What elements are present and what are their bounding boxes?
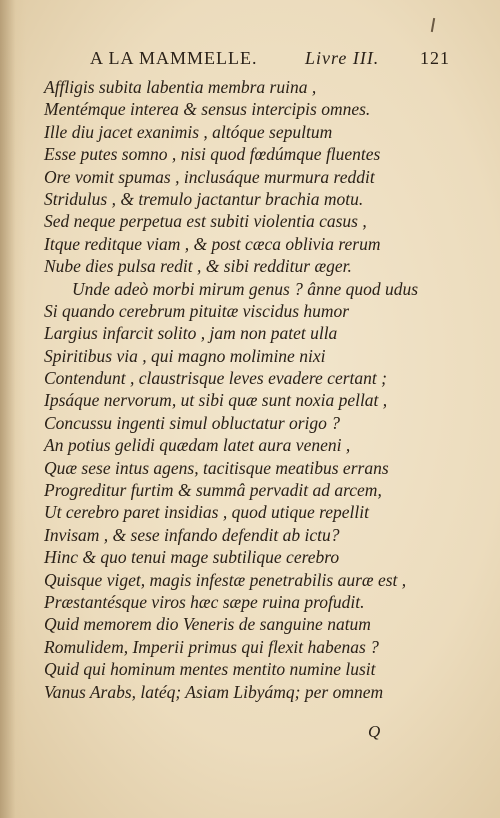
verse-line: Ille diu jacet exanimis , altóque sepultum <box>44 121 333 142</box>
gutter-shadow <box>0 0 26 818</box>
verse-line: Ore vomit spumas , inclusáque murmura reddit <box>44 166 375 187</box>
verse-line: Invisam , & sese infando defendit ab ictu? <box>44 524 340 545</box>
verse-line: Si quando cerebrum pituitæ viscidus humor <box>44 300 350 321</box>
page-number: 121 <box>420 48 450 68</box>
verse-line: Stridulus , & tremulo jactantur brachia motu. <box>44 188 364 209</box>
verse-line: Quid memorem dio Veneris de sanguine natum <box>44 614 371 635</box>
verse-line: Nube dies pulsa redit , & sibi redditur æger. <box>44 256 352 277</box>
verse-line: Spiritibus via , qui magno molimine nixi <box>44 345 326 366</box>
verse-line: Mentémque interea & sensus intercipis omnes. <box>44 99 371 120</box>
verse-line: Largius infarcit solito , jam non patet ulla <box>44 323 338 344</box>
verse-line: Progreditur furtim & summâ pervadit ad arcem, <box>44 480 382 501</box>
verse-line: Sed neque perpetua est subiti violentia casus , <box>44 211 367 232</box>
verse-line: Ipsáque nervorum, ut sibi quæ sunt noxia pellat , <box>44 390 388 411</box>
verse-line: Quid qui hominum mentes mentito numine lusit <box>44 659 376 680</box>
running-header <box>90 48 450 72</box>
verse-line: Contendunt , claustrisque leves evadere certant ; <box>44 368 387 389</box>
verse-line: Vanus Arabs, latéq; Asiam Libyámq; per omnem <box>44 681 384 702</box>
verse-line: Affligis subita labentia membra ruina , <box>44 77 317 97</box>
catchword: Q <box>368 722 381 741</box>
verse-line: Quæ sese intus agens, tacitisque meatibus errans <box>44 457 389 478</box>
running-title: A LA MAMMELLE. <box>90 48 258 68</box>
verse-line: Unde adeò morbi mirum genus ? ânne quod udus <box>72 278 419 299</box>
verse-line: Itque reditque viam , & post cæca oblivia rerum <box>44 233 381 254</box>
poem-text <box>44 76 464 703</box>
verse-line: Concussu ingenti simul obluctatur origo ? <box>44 412 341 433</box>
book-label: Livre III. <box>305 48 380 68</box>
verse-line: Ut cerebro paret insidias , quod utique repellit <box>44 502 370 523</box>
verse-line: Esse putes somno , nisi quod fœdúmque fluentes <box>44 144 381 165</box>
verse-line: An potius gelidi quædam latet aura veneni , <box>44 435 351 456</box>
verse-line: Quisque viget, magis infestæ penetrabilis auræ est , <box>44 569 407 590</box>
pencil-mark <box>431 18 435 32</box>
verse-line: Præstantésque viros hæc sæpe ruina profudit. <box>44 591 365 612</box>
verse-line: Hinc & quo tenui mage subtilique cerebro <box>44 547 340 568</box>
verse-line: Romulidem, Imperii primus qui flexit habenas ? <box>44 636 379 657</box>
